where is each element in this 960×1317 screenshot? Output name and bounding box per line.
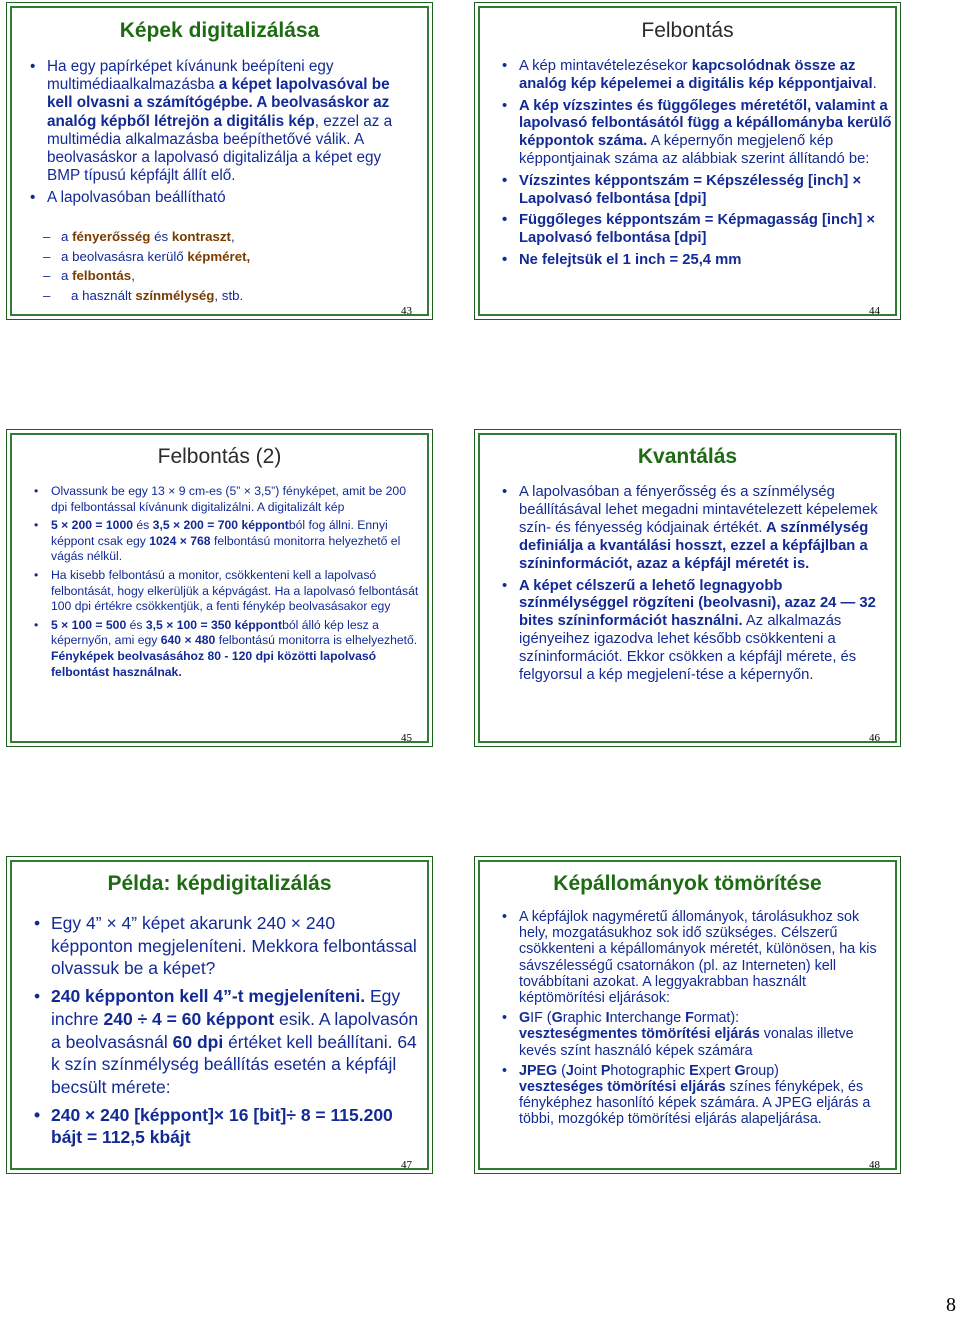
list-item: • Ha kisebb felbontású a monitor, csökkenteni kell a lapolvasó felbontását, hogy elkerüljük a képvágást. Ha a lapolvasó felbontását 100 dpi értékre csökkentjük, a fenti fénykép beolvasásakor egy [34,567,419,614]
sub-list [21,227,411,305]
slide-48 [474,856,901,1174]
list-item: • Egy 4” × 4” képet akarunk 240 × 240 képponton megjeleníteni. Mekkora felbontással olvassuk be a képet? [34,913,417,979]
list-item: • 240 képponton kell 4”-t megjeleníteni. Egy inchre 240 ÷ 4 = 60 képpont esik. A lapolvasón a beolvasásnál 60 dpi értéket kell beállítani. 64 k szín színmélység beállítás esetén a képfájl becsült mérete: [34,986,419,1097]
slide-43 [6,2,433,320]
sheet-page-number: 8 [946,1294,956,1316]
page-number: 45 [401,732,412,744]
slide-44 [474,2,901,320]
sub-item: – a fényerősség és kontraszt, [43,229,235,244]
sub-item: – a beolvasásra kerülő képméret, [43,248,251,264]
bullet-list [493,484,891,685]
bullet-list [493,58,893,270]
bullet-list [21,58,411,208]
bullet-list [25,484,423,680]
sub-item: – a használt színmélység, stb. [43,287,244,303]
list-item: • A kép mintavételezésekor kapcsolódnak össze az analóg kép képelemei a digitális kép képpontjaival. [502,58,877,92]
slide-title: Felbontás (2) [157,445,282,468]
list-item: • GIF (Graphic Interchange Format): veszteségmentes tömörítési eljárás vonalas illetve kevés színt használó képek számára [502,1010,854,1059]
slide-45 [6,429,433,747]
list-item: • Ne felejtsük el 1 inch = 25,4 mm [502,251,742,268]
list-item: • A lapolvasóban beállítható [30,189,226,207]
slide-title: Példa: képdigitalizálás [107,872,332,895]
slide-title: Kvantálás [637,445,738,468]
list-item: • A lapolvasóban a fényerősség és a színmélység beállításával lehet megadni mintavételezett képelemek szín- és fényesség kódjainak értékét. A színmélység definiálja a kvantálási hosszt, ezzel a képfájlban a színinformációt, azaz a képfájl méretét is. [502,484,878,572]
page-number: 47 [401,1159,412,1171]
list-item: • Függőleges képpontszám = Képmagasság [inch] × Lapolvasó felbontása [dpi] [502,212,876,247]
page-number: 44 [869,305,880,317]
list-item: • 240 × 240 [képpont]× 16 [bit]÷ 8 = 115.200 bájt = 112,5 kbájt [34,1104,393,1148]
slide-title: Felbontás [641,19,734,42]
page-number: 48 [869,1159,880,1171]
list-item: • Vízszintes képpontszám = Képszélesség [inch] × Lapolvasó felbontása [dpi] [502,172,862,207]
list-item: • 5 × 100 = 500 és 3,5 × 100 = 350 képpontból álló kép lesz a képernyőn, ami egy 640 × 480 felbontású monitorra is elhelyezhető. Fényképek beolvasásához 80 - 120 dpi közötti lapolvasó felbontást használnak. [34,617,418,679]
slide-title: Képek digitalizálása [119,19,320,42]
sub-item: – a felbontás, [43,268,135,283]
list-item: • JPEG (Joint Photographic Expert Group) veszteséges tömörítési eljárás színes fényképek, és fényképhez hasonlító képek számára. A JPEG eljárás a többi, mozgókép tömörítési eljárás alapeljárása. [502,1062,871,1128]
list-item: • 5 × 200 = 1000 és 3,5 × 200 = 700 képpontból fog állni. Ennyi képpont csak egy 1024 × 768 felbontású monitorra helyezhető el vágás nélkül. [34,518,401,564]
list-item: • Olvassunk be egy 13 × 9 cm-es (5” × 3,5”) fényképet, amit be 200 dpi felbontással kívánunk digitalizálni. A digitalizált kép [34,484,406,514]
bullet-list [493,909,891,1128]
page-number: 46 [869,732,880,744]
page-number: 43 [401,305,412,317]
list-item: • Ha egy papírképet kívánunk beépíteni egy multimédiaalkalmazásba a képet lapolvasóval be kell olvasni a számítógépbe. A beolvasáskor az analóg képből létrejön a digitális kép, ezzel az a multimédia alkalmazásba beépíthetővé válik. A beolvasáskor a lapolvasó digitalizálja a képet egy BMP típusú képfájlt állít elő. [30,58,393,185]
list-item: • A képet célszerű a lehető legnagyobb színmélységgel rögzíteni (beolvasni), azaz 24 — 32 bites színinformációt használni. Az alkalmazás igényeihez igazodva lehet később csökkenteni a színinformációt. Ekkor csökken a képfájl mérete, és felgyorsul a kép megjelení-tése a képernyőn. [502,577,876,684]
list-item: • A képfájlok nagyméretű állományok, tárolásukhoz sok hely, mozgatásukhoz sok idő szükséges. Célszerű csökkenteni a képállományok méretét, különösen, ha kis sávszélességű csatornákon (pl. az Interneten) kell továbbítani azokat. A leggyakrabban használt képtömörítési eljárások: [502,909,877,1007]
list-item: • A kép vízszintes és függőleges méretétől, valamint a lapolvasó felbontásától függ a képállományba kerülő képpontok száma. A képernyőn megjelenő kép képpontjainak száma az alábbiak szerint állítandó be: [502,97,892,167]
slide-46 [474,429,901,747]
bullet-list [25,912,420,1149]
slide-title: Képállományok tömörítése [553,872,822,895]
slide-47 [6,856,433,1174]
